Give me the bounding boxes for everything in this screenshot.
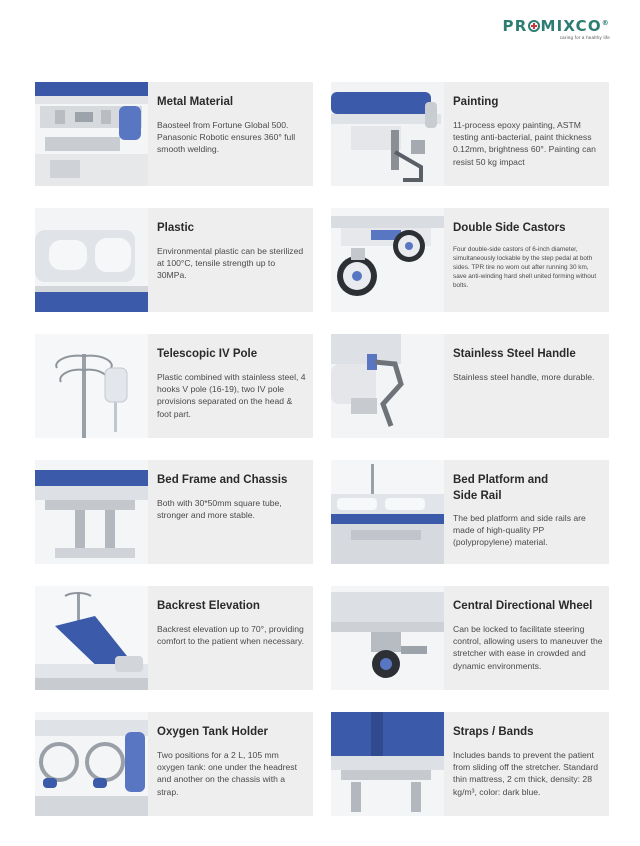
- feature-title: Backrest Elevation: [157, 600, 260, 612]
- brand-wordmark-right: MIXCO: [540, 17, 602, 35]
- feature-description: Two positions for a 2 L, 105 mm oxygen tank: one under the headrest and another on the chassis with a strap.: [157, 750, 297, 797]
- feature-title: Oxygen Tank Holder: [157, 726, 268, 738]
- feature-card-stainless-steel-handle: [331, 334, 609, 438]
- feature-description: Four double-side castors of 6-inch diameter, simultaneously lockable by the step pedal at both sides. TPR tire no worn out after running 30 km, save anti-winding hard shell united forming without bolts.: [453, 246, 597, 289]
- feature-card-painting: [331, 82, 609, 186]
- raised-backrest-photo: [35, 586, 148, 690]
- iv-pole-photo: [35, 334, 148, 438]
- feature-card-double-side-castors: [331, 208, 609, 312]
- feature-description: The bed platform and side rails are made of high-quality PP (polypropylene) material.: [453, 513, 586, 548]
- feature-description: Stainless steel handle, more durable.: [453, 372, 595, 382]
- mattress-straps-photo: [331, 712, 444, 816]
- feature-card-telescopic-iv-pole: [35, 334, 313, 438]
- brand-tagline: caring for a healthy life: [559, 35, 610, 40]
- steel-crank-handle-photo: [331, 334, 444, 438]
- feature-title-line2: Side Rail: [453, 490, 502, 502]
- brand-wordmark: [503, 18, 610, 34]
- feature-description: Environmental plastic can be sterilized at 100°C, tensile strength up to 30MPa.: [157, 246, 304, 281]
- feature-card-central-directional-wheel: [331, 586, 609, 690]
- feature-title-line1: Bed Platform and: [453, 474, 549, 486]
- bed-platform-photo: [331, 460, 444, 564]
- feature-card-metal-material: [35, 82, 313, 186]
- oxygen-holder-photo: [35, 712, 148, 816]
- feature-title: Painting: [453, 96, 499, 108]
- welded-metal-frame-photo: [35, 82, 148, 186]
- feature-title: Metal Material: [157, 96, 234, 108]
- cross-in-circle-icon: [528, 20, 540, 32]
- feature-card-bed-platform-and-side-rail: [331, 460, 609, 564]
- feature-description: Plastic combined with stainless steel, 4 hooks V pole (16-19), two IV pole provisions separated on the head & foot part.: [157, 372, 306, 419]
- feature-card-bed-frame-and-chassis: [35, 460, 313, 564]
- feature-description: Can be locked to facilitate steering control, allowing users to maneuver the stretcher with ease in crowded and dynamic environments.: [453, 624, 603, 671]
- central-wheel-photo: [331, 586, 444, 690]
- registered-mark: ®: [601, 19, 610, 27]
- feature-title: Central Directional Wheel: [453, 600, 593, 612]
- feature-card-backrest-elevation: [35, 586, 313, 690]
- feature-title: Stainless Steel Handle: [453, 348, 576, 360]
- plastic-side-rail-photo: [35, 208, 148, 312]
- brand-logo: [503, 18, 610, 40]
- feature-description: Backrest elevation up to 70°, providing comfort to the patient when necessary.: [157, 624, 304, 647]
- feature-card-oxygen-tank-holder: [35, 712, 313, 816]
- feature-description: Baosteel from Fortune Global 500. Panasonic Robotic ensures 360° full smooth welding.: [157, 120, 296, 155]
- feature-description: Both with 30*50mm square tube, stronger and more stable.: [157, 498, 282, 521]
- feature-title: Double Side Castors: [453, 222, 566, 234]
- feature-title: Telescopic IV Pole: [157, 348, 258, 360]
- feature-card-straps-bands: [331, 712, 609, 816]
- bed-frame-photo: [35, 460, 148, 564]
- painted-crank-handle-photo: [331, 82, 444, 186]
- castor-wheels-photo: [331, 208, 444, 312]
- feature-title: [453, 472, 603, 504]
- feature-description: Includes bands to prevent the patient from sliding off the stretcher. Standard thin mattress, 2 cm thick, density: 28 kg/m³, color: dark blue.: [453, 750, 599, 797]
- brand-wordmark-left: PR: [502, 17, 528, 35]
- feature-title: Bed Frame and Chassis: [157, 474, 288, 486]
- feature-title: Straps / Bands: [453, 726, 534, 738]
- feature-title: Plastic: [157, 222, 195, 234]
- feature-card-plastic: [35, 208, 313, 312]
- feature-description: 11-process epoxy painting, ASTM testing anti-bacterial, paint thickness 0.12mm, brightness 60°. Painting can resist 50 kg impact: [453, 120, 596, 167]
